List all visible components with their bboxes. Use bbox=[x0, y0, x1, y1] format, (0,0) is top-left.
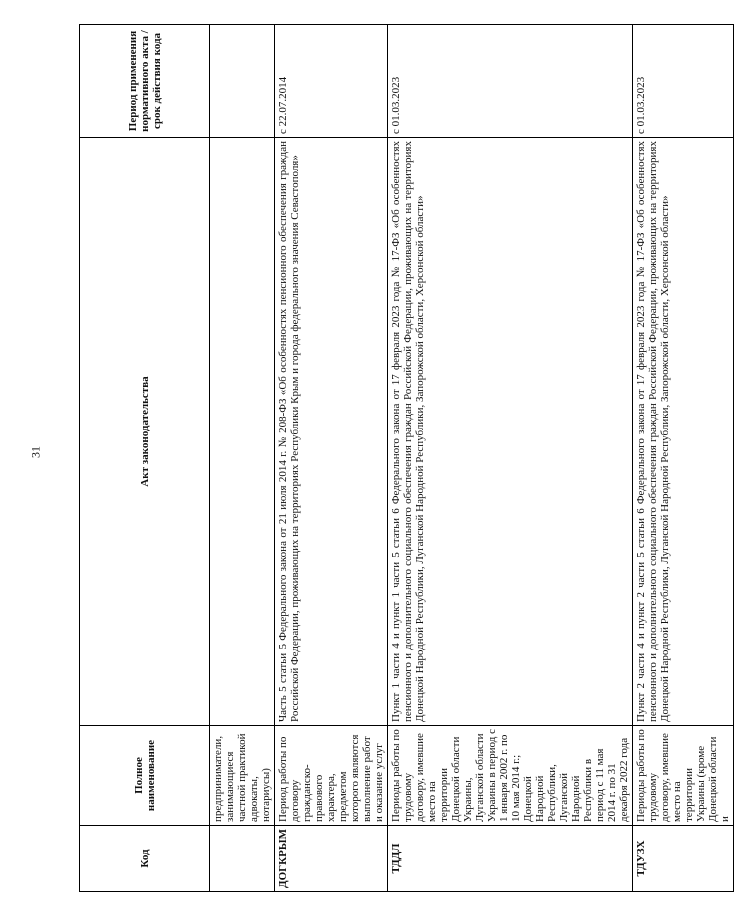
header-application-period: Период применения нормативного акта / срок действия кода bbox=[80, 25, 210, 138]
table-row bbox=[210, 25, 275, 892]
row-period: с 01.03.2023 bbox=[388, 25, 633, 138]
header-full-name: Полное наименование bbox=[80, 726, 210, 826]
legislation-codes-table bbox=[79, 24, 734, 892]
table-row bbox=[275, 25, 388, 892]
row-full-name: Периоды работы по трудовому договору, имевшие место на территории Донецкой области Украины, Луганской области Украины в период с 1 января 2002 г. по 10 мая 2014 г.; Донецкой Народной Республики, Луганской Народной Республики в период с 11 мая 2014 г. по 31 декабря 2022 года bbox=[388, 726, 633, 826]
row-full-name: предприниматели, занимающиеся частной практикой адвокаты, нотариусы) bbox=[210, 726, 275, 826]
table-stage bbox=[79, 25, 731, 892]
table-row bbox=[633, 25, 734, 892]
row-legislative-act: Пункт 2 части 4 и пункт 2 части 5 статьи 6 Федерального закона от 17 февраля 2023 года № 17-ФЗ «Об особенностях пенсионного и дополнительного социального обеспечения граждан Российской Федерации, проживающих на территориях Донецкой Народной Республики, Луганской Народной Республики, Запорожской области, Херсонской области» bbox=[633, 138, 734, 726]
header-code: Код bbox=[80, 826, 210, 892]
row-legislative-act: Часть 5 статьи 5 Федерального закона от 21 июля 2014 г. № 208-ФЗ «Об особенностях пенсионного обеспечения граждан Российской Федерации, проживающих на территориях Республики Крым и города федерального значения Севастополя» bbox=[275, 138, 388, 726]
table-row bbox=[388, 25, 633, 892]
row-full-name: Периоды работы по трудовому договору, имевшие место на территории Украины (кроме Донецкой области и bbox=[633, 726, 734, 826]
row-legislative-act bbox=[210, 138, 275, 726]
row-period: с 01.03.2023 bbox=[633, 25, 734, 138]
row-code: ТДУЗХ bbox=[633, 826, 734, 892]
row-code bbox=[210, 826, 275, 892]
header-legislative-act: Акт законодательства bbox=[80, 138, 210, 726]
table-header-row bbox=[80, 25, 210, 892]
page-number: 31 bbox=[28, 446, 43, 458]
row-legislative-act: Пункт 1 части 4 и пункт 1 части 5 статьи 6 Федерального закона от 17 февраля 2023 года № 17-ФЗ «Об особенностях пенсионного и дополнительного социального обеспечения граждан Российской Федерации, проживающих на территориях Донецкой Народной Республики, Луганской Народной Республики, Запорожской области, Херсонской области» bbox=[388, 138, 633, 726]
row-code: ТДДЛ bbox=[388, 826, 633, 892]
row-period bbox=[210, 25, 275, 138]
row-code: ДОГКРЫМ bbox=[275, 826, 388, 892]
rotated-page-content bbox=[79, 25, 731, 892]
row-period: с 22.07.2014 bbox=[275, 25, 388, 138]
row-full-name: Период работы по договору гражданско-правового характера, предметом которого являются выполнение работ и оказание услуг bbox=[275, 726, 388, 826]
